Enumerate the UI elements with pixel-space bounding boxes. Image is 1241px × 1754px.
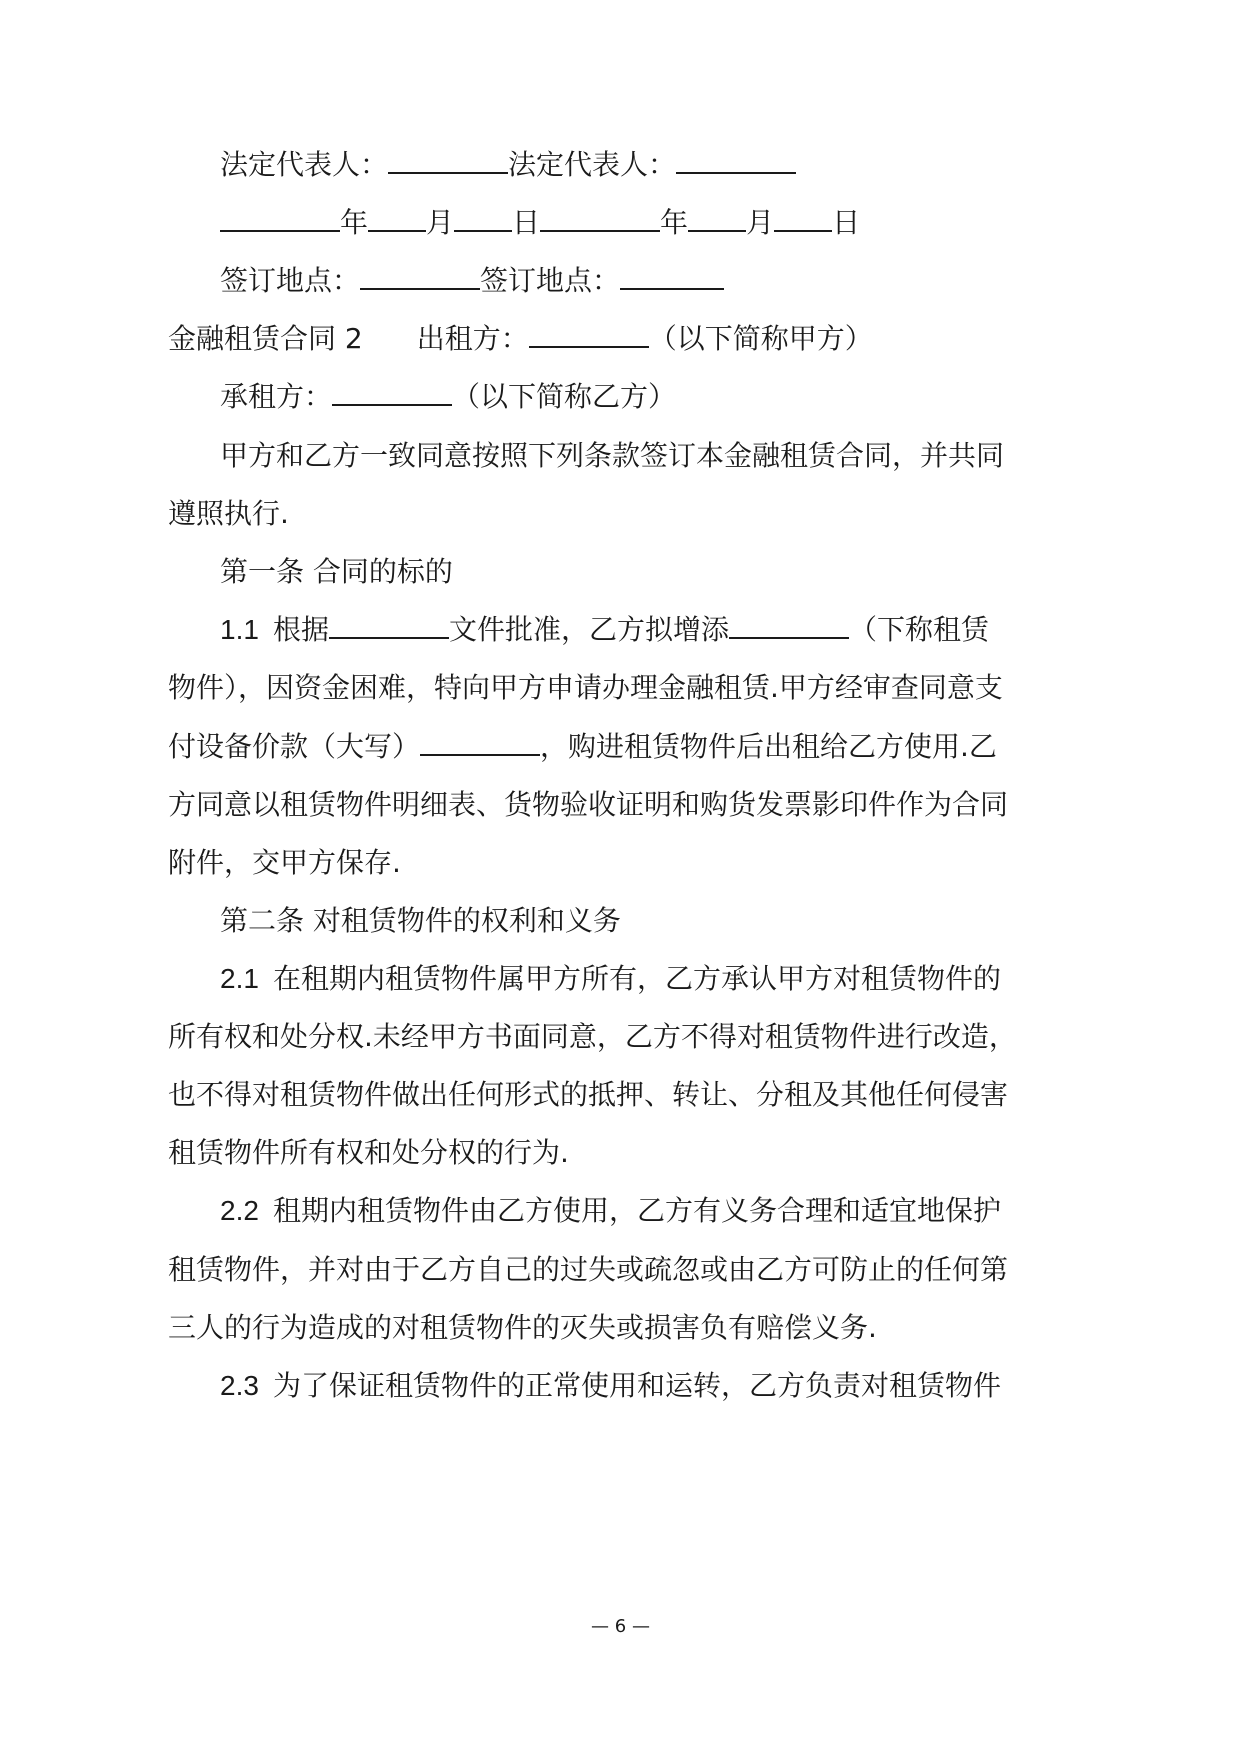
legal-rep-line — [220, 145, 796, 185]
blank-field — [368, 204, 426, 232]
month-label: 月 — [426, 206, 455, 239]
page-number: — 6 — — [591, 1616, 650, 1637]
article-heading: 第二条 对租赁物件的权利和义务 — [220, 904, 621, 937]
year-label: 年 — [660, 206, 689, 239]
blank-field — [420, 728, 540, 756]
blank-field — [360, 262, 480, 290]
clause-text: 文件批准，乙方拟增添 — [448, 613, 729, 646]
blank-field — [529, 320, 649, 348]
clause-text: 为了保证租赁物件的正常使用和运转，乙方负责对租赁物件 — [272, 1369, 1001, 1402]
legal-rep-label-a: 法定代表人： — [220, 148, 389, 181]
blank-field — [454, 204, 512, 232]
paragraph-line: 所有权和处分权.未经甲方书面同意，乙方不得对租赁物件进行改造， — [168, 1020, 1017, 1053]
blank-field — [388, 146, 508, 174]
paragraph-line: 物件），因资金困难，特向甲方申请办理金融租赁.甲方经审查同意支 — [168, 671, 1003, 704]
year-label: 年 — [340, 206, 369, 239]
paragraph-line: 三人的行为造成的对租赁物件的灭失或损害负有赔偿义务. — [168, 1311, 877, 1344]
blank-field — [540, 204, 660, 232]
paragraph-line: 附件，交甲方保存. — [168, 846, 401, 879]
paragraph-line: 租赁物件，并对由于乙方自己的过失或疏忽或由乙方可防止的任何第 — [168, 1253, 1009, 1286]
lessor-abbrev: （以下简称甲方） — [648, 322, 873, 355]
legal-rep-label-b: 法定代表人： — [508, 148, 677, 181]
paragraph-line: 方同意以租赁物件明细表、货物验收证明和购货发票影印件作为合同 — [168, 788, 1009, 821]
day-label: 日 — [832, 206, 861, 239]
blank-field — [620, 262, 724, 290]
clause-number: 2.2 — [220, 1195, 259, 1226]
clause-text: ，购进租赁物件后出租给乙方使用.乙 — [540, 730, 997, 763]
clause-number: 1.1 — [220, 614, 259, 645]
signing-place-label-b: 签订地点： — [480, 264, 621, 297]
clause-1-1 — [220, 610, 989, 650]
signing-place-label-a: 签订地点： — [220, 264, 361, 297]
lessee-label: 承租方： — [220, 380, 333, 413]
clause-2-3 — [220, 1366, 1001, 1406]
paragraph-line: 遵照执行. — [168, 497, 289, 530]
day-label: 日 — [512, 206, 541, 239]
clause-text: 在租期内租赁物件属甲方所有，乙方承认甲方对租赁物件的 — [272, 962, 1001, 995]
article-heading: 第一条 合同的标的 — [220, 555, 453, 588]
signing-place-line — [220, 261, 724, 301]
lessor-label: 出租方： — [416, 322, 529, 355]
clause-text: （下称租赁 — [848, 613, 989, 646]
lessee-abbrev: （以下简称乙方） — [452, 380, 677, 413]
paragraph-line — [168, 727, 997, 767]
contract-title-line — [168, 319, 873, 359]
paragraph-line: 租赁物件所有权和处分权的行为. — [168, 1136, 569, 1169]
blank-field — [220, 204, 340, 232]
blank-field — [688, 204, 746, 232]
lessee-line — [220, 377, 676, 417]
clause-number: 2.1 — [220, 963, 259, 994]
clause-2-1 — [220, 959, 1001, 999]
clause-number: 2.3 — [220, 1370, 259, 1401]
clause-2-2 — [220, 1191, 1001, 1231]
blank-field — [676, 146, 796, 174]
blank-field — [729, 611, 849, 639]
blank-field — [332, 378, 452, 406]
contract-title: 金融租赁合同 2 — [168, 322, 363, 355]
blank-field — [774, 204, 832, 232]
clause-text: 付设备价款（大写） — [168, 730, 421, 763]
clause-text: 根据 — [272, 613, 329, 646]
blank-field — [329, 611, 449, 639]
paragraph-line: 也不得对租赁物件做出任何形式的抵押、转让、分租及其他任何侵害 — [168, 1078, 1009, 1111]
paragraph-line: 甲方和乙方一致同意按照下列条款签订本金融租赁合同，并共同 — [220, 439, 1005, 472]
date-line — [220, 203, 860, 243]
clause-text: 租期内租赁物件由乙方使用，乙方有义务合理和适宜地保护 — [272, 1194, 1001, 1227]
month-label: 月 — [746, 206, 775, 239]
